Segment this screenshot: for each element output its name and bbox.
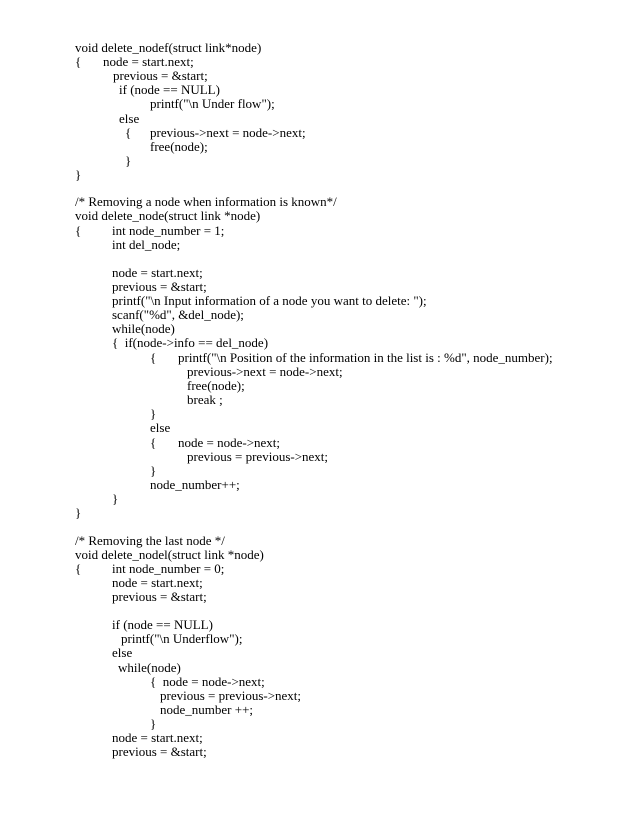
code-line: previous->next = node->next; [187,364,343,379]
code-line: previous = &start; [112,744,207,759]
code-line: } [125,153,132,168]
code-line: { node = node->next; [150,674,265,689]
code-line: node = start.next; [112,575,203,590]
code-line: node = start.next; [112,265,203,280]
code-line: { [150,350,157,365]
code-line: else [119,111,140,126]
code-line: else [112,645,133,660]
code-line: printf("\n Under flow"); [150,96,275,111]
code-line: if (node == NULL) [112,617,213,632]
code-line: break ; [187,392,223,407]
code-line: while(node) [118,660,181,675]
code-line: previous->next = node->next; [150,125,306,140]
code-line: { [125,125,132,140]
code-line: /* Removing the last node */ [75,533,225,548]
code-line: printf("\n Underflow"); [121,631,243,646]
code-line: int del_node; [112,237,181,252]
code-line: /* Removing a node when information is known*/ [75,194,337,209]
code-line: if (node == NULL) [119,82,220,97]
code-line: } [75,167,82,182]
code-line: printf("\n Position of the information in the list is : %d", node_number); [178,350,553,365]
code-line: previous = &start; [112,589,207,604]
code-line: printf("\n Input information of a node you want to delete: "); [112,293,427,308]
code-line: while(node) [112,321,175,336]
code-line: previous = &start; [113,68,208,83]
code-line: node_number ++; [160,702,254,717]
code-line: { [75,54,82,69]
code-line: } [150,716,157,731]
code-line: { if(node->info == del_node) [112,335,269,350]
code-line: int node_number = 1; [112,223,225,238]
code-line: free(node); [187,378,245,393]
code-line: { [75,223,82,238]
code-line: } [150,463,157,478]
code-line: node_number++; [150,477,240,492]
code-line: { [150,435,157,450]
code-line: node = start.next; [112,730,203,745]
code-line: int node_number = 0; [112,561,225,576]
code-line: { [75,561,82,576]
code-line: previous = &start; [112,279,207,294]
code-line: else [150,420,171,435]
code-line: node = start.next; [103,54,194,69]
code-line: scanf("%d", &del_node); [112,307,244,322]
code-line: } [112,491,119,506]
code-line: node = node->next; [178,435,281,450]
code-line: previous = previous->next; [160,688,302,703]
code-line: void delete_nodef(struct link*node) [75,40,262,55]
code-line: previous = previous->next; [187,449,329,464]
code-line: void delete_node(struct link *node) [75,208,261,223]
code-line: } [75,505,82,520]
code-line: void delete_nodel(struct link *node) [75,547,264,562]
code-line: } [150,406,157,421]
code-line: free(node); [150,139,208,154]
